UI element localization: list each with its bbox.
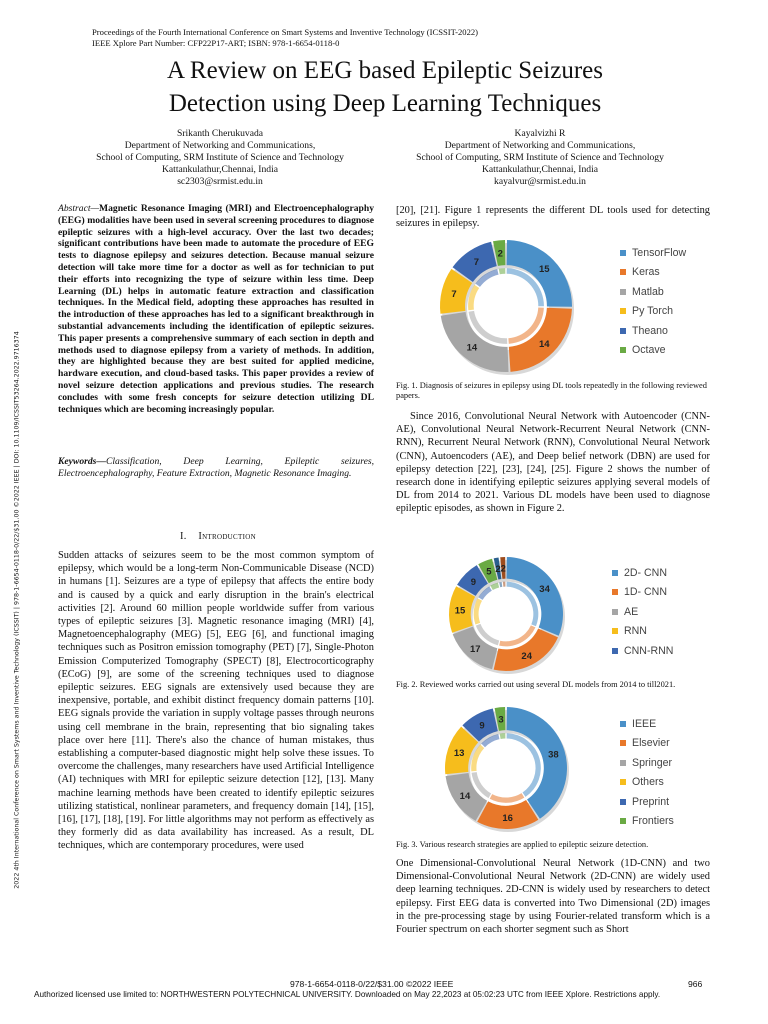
legend-swatch bbox=[620, 721, 626, 727]
legend-swatch bbox=[620, 269, 626, 275]
legend-item bbox=[612, 583, 673, 603]
section-number: I. bbox=[180, 531, 187, 542]
legend-swatch bbox=[620, 250, 626, 256]
right-mid-paragraph: Since 2016, Convolutional Neural Network with Autoencoder (CNN-AE), Convolutional Neural Network-Recurrent Neural Network (CNN-RNN), Recurrent Neural Network (RNN), Convolutional Neural Network (CNN), Autoencoders (AE), and Deep belief network (DBN) are used for epilepsy detection [22], [23], [24], [25]. Figure 2 shows the number of research done in identifying epileptic seizures applying several models of DL from 2014 to 2021. Various DL models have been used to diagnose epileptic episodes, as shown in Figure 2. bbox=[396, 411, 710, 515]
donut-value-label: 17 bbox=[470, 643, 481, 655]
legend-swatch bbox=[612, 648, 618, 654]
donut-value-label: 2 bbox=[500, 563, 506, 575]
author-email: sc2303@srmist.edu.in bbox=[177, 176, 263, 187]
legend-label: Octave bbox=[632, 344, 666, 357]
author-block-1 bbox=[60, 128, 380, 188]
author-name: Kayalvizhi R bbox=[514, 128, 566, 139]
legend-label: IEEE bbox=[632, 717, 657, 730]
paper-title-line1: A Review on EEG based Epileptic Seizures bbox=[167, 57, 603, 84]
keywords-label: Keywords— bbox=[58, 456, 106, 467]
donut-value-label: 9 bbox=[470, 576, 477, 588]
donut-value-label: 15 bbox=[454, 605, 466, 617]
donut-value-label: 34 bbox=[539, 584, 550, 596]
donut-inner-slice-5 bbox=[499, 268, 506, 274]
donut-value-label: 2 bbox=[495, 564, 501, 576]
donut-value-label: 13 bbox=[453, 747, 465, 759]
legend-swatch bbox=[612, 609, 618, 615]
author-block-2 bbox=[380, 128, 700, 188]
legend-label: Springer bbox=[632, 756, 673, 769]
fig2-legend bbox=[612, 563, 673, 661]
donut-inner-slice-7 bbox=[503, 582, 506, 587]
donut-value-label: 38 bbox=[548, 749, 559, 761]
donut-value-label: 9 bbox=[479, 720, 485, 732]
abstract bbox=[58, 203, 374, 415]
legend-label: 2D- CNN bbox=[624, 566, 667, 579]
page-number: 966 bbox=[688, 979, 703, 989]
fig3-caption: Fig. 3. Various research strategies are applied to epileptic seizure detection. bbox=[396, 840, 649, 849]
legend-label: AE bbox=[624, 605, 639, 618]
legend-label: Elsevier bbox=[632, 737, 670, 750]
side-doi-text: 2022 4th International Conference on Smart Systems and Inventive Technology (ICSSIT) | 978-1-6654-0118-0/22/$31.00 ©2022 IEEE | DOI: 10.1109/ICSSIT53264.2022.9716374 bbox=[13, 331, 21, 889]
fig2-caption: Fig. 2. Reviewed works carried out using several DL models from 2014 to till2021. bbox=[396, 680, 676, 689]
legend-label: Others bbox=[632, 776, 664, 789]
fig1-legend bbox=[620, 243, 686, 360]
legend-item bbox=[620, 321, 686, 341]
keywords-text: Classification, Deep Learning, Epileptic seizures, Electroencephalography, Feature Extraction, Magnetic Resonance Imaging. bbox=[58, 456, 374, 479]
donut-value-label: 7 bbox=[451, 288, 457, 300]
donut-inner-slice-1 bbox=[490, 793, 525, 803]
legend-item bbox=[620, 243, 686, 263]
legend-swatch bbox=[620, 760, 626, 766]
fig3-legend bbox=[620, 714, 674, 831]
legend-label: Theano bbox=[632, 324, 668, 337]
legend-item bbox=[620, 753, 674, 773]
donut-value-label: 2 bbox=[497, 248, 503, 260]
donut-value-label: 5 bbox=[486, 566, 492, 578]
legend-label: RNN bbox=[624, 625, 647, 638]
legend-item bbox=[612, 641, 673, 661]
legend-swatch bbox=[612, 570, 618, 576]
paper-title bbox=[60, 54, 710, 120]
donut-inner-slice-5 bbox=[500, 733, 506, 739]
legend-item bbox=[612, 622, 673, 642]
donut-value-label: 14 bbox=[466, 342, 478, 354]
legend-item bbox=[620, 734, 674, 754]
legend-swatch bbox=[620, 347, 626, 353]
donut-inner-slice-6 bbox=[499, 582, 502, 587]
section-heading-introduction bbox=[58, 531, 378, 542]
intro-paragraph: Sudden attacks of seizures seem to be the most common symptom of epilepsy, which would be a long-term Non-Communicable Disease (NCD) in humans [1]. Seizures are a type of epilepsy that affects the entire body and is caused by a quick and early disruption in the brain's electrical activities [2]. Around 60 million people worldwide suffer from various types of epileptic seizures [3]. Magnetic resonance imaging (MRI) [4], Magnetoencephalography (MEG) [5], EEG [6], and functional imaging techniques such as Positron emission tomography (PET) [7], Single-Photon Emission Computerized Tomography (SPECT) [8], Electrocorticography (ECoG) [9], are some of the screening techniques used to diagnose epileptic seizures. EEG signals are extensively used because they are inexpensive, portable, and exhibit distinct frequency domain patterns [10]. EEG signals provide the variation in supply voltage passes through neurons using cell membrane in the brain, representing that bio signaling takes place over here [11]. There's also the chance of human mistakes, thus establishing a computer-based diagnostic might help solve these issues. To overcome the challenges, many researchers have used Artificial Intelligence (AI) techniques with MRI for epileptic seizure detection [12], [13]. Many machine learning methods have been created to identify epileptic seizures utilizing statistical, nonlinear parameters, and frequency domain [14], [15], [16], [17], [18], [19]. For little algorithms may not perform as effectively as they formerly did as data availability has increased. As a result, DL techniques, which are contemporary procedures, were used bbox=[58, 550, 374, 852]
legend-item bbox=[620, 792, 674, 812]
legend-item bbox=[612, 563, 673, 583]
legend-swatch bbox=[620, 328, 626, 334]
legend-item bbox=[620, 812, 674, 832]
legend-item bbox=[620, 263, 686, 283]
paper-title-line2: Detection using Deep Learning Techniques bbox=[168, 90, 602, 117]
legend-swatch bbox=[620, 740, 626, 746]
fig1-donut-chart bbox=[396, 236, 616, 376]
legend-item bbox=[620, 302, 686, 322]
legend-label: Frontiers bbox=[632, 815, 674, 828]
proceedings-header-line2: IEEE Xplore Part Number: CFP22P17-ART; ISBN: 978-1-6654-0118-0 bbox=[92, 38, 340, 48]
abstract-text: Magnetic Resonance Imaging (MRI) and Electroencephalography (EEG) modalities have been used in several screening procedures to diagnose epileptic seizures with a high-level accuracy. Over the last two decades; significant contributions have been made to automate the procedure of EEG tests to diagnose epilepsy and seizures detection. Because manual seizure detection will take more time for a doctor as well as for technician to put their efforts into recognizing the type of seizure within less time. Deep Learning (DL) helps in automatic feature extraction and classification techniques. In the Medical field, adopting these approaches has resulted in the introduction of these approaches has led to a significant breakthrough in substantial advancements including the identification of epileptic seizures. This paper presents a comprehensive summary of each section in depth and methods used to diagnose epilepsy from a variety of methods. In addition, they are highlighted because they are best suited for applied medicine, hardware execution, and cloud-based tasks. This paper provides a review of novel seizure detection applications and previous studies. The research concludes with some fresh concepts for seizure detection utilizing DL techniques which are becoming increasingly popular. bbox=[58, 203, 374, 415]
abstract-label: Abstract— bbox=[58, 203, 100, 214]
fig2-donut-chart bbox=[396, 553, 616, 675]
donut-value-label: 16 bbox=[502, 812, 513, 824]
legend-label: Preprint bbox=[632, 795, 670, 808]
legend-item bbox=[620, 773, 674, 793]
author-name: Srikanth Cherukuvada bbox=[176, 128, 264, 139]
legend-swatch bbox=[620, 289, 626, 295]
keywords bbox=[58, 456, 374, 480]
legend-swatch bbox=[620, 779, 626, 785]
author-dept: Department of Networking and Communications, bbox=[124, 140, 316, 151]
proceedings-header-line1: Proceedings of the Fourth International Conference on Smart Systems and Inventive Technology (ICSSIT-2022) bbox=[92, 27, 479, 37]
author-school: School of Computing, SRM Institute of Science and Technology bbox=[416, 152, 664, 163]
legend-item bbox=[620, 714, 674, 734]
right-top-paragraph: [20], [21]. Figure 1 represents the different DL tools used for detecting seizures in epilepsy. bbox=[396, 205, 710, 230]
donut-value-label: 24 bbox=[521, 650, 533, 662]
author-city: Kattankulathur,Chennai, India bbox=[161, 164, 279, 175]
legend-swatch bbox=[620, 308, 626, 314]
legend-label: TensorFlow bbox=[632, 246, 687, 259]
author-school: School of Computing, SRM Institute of Science and Technology bbox=[96, 152, 344, 163]
author-city: Kattankulathur,Chennai, India bbox=[481, 164, 599, 175]
legend-label: CNN-RNN bbox=[624, 644, 674, 657]
legend-swatch bbox=[620, 799, 626, 805]
section-title: Introduction bbox=[198, 531, 256, 542]
legend-item bbox=[612, 602, 673, 622]
fig1-caption: Fig. 1. Diagnosis of seizures in epilepsy using DL tools repeatedly in the following reviewed papers. bbox=[396, 381, 707, 401]
legend-label: Py Torch bbox=[632, 305, 674, 318]
legend-label: Matlab bbox=[632, 285, 664, 298]
donut-value-label: 7 bbox=[473, 256, 480, 268]
legend-item bbox=[620, 282, 686, 302]
fig3-donut-chart bbox=[396, 703, 616, 833]
footer-isbn: 978-1-6654-0118-0/22/$31.00 ©2022 IEEE bbox=[290, 979, 454, 989]
donut-value-label: 15 bbox=[539, 264, 550, 276]
right-bottom-paragraph: One Dimensional-Convolutional Neural Network (1D-CNN) and two Dimensional-Convolutional Neural Network (2D-CNN) are widely used deep learning techniques. 2D-CNN is widely used by researchers to detect epilepsy. First EEG data is converted into Two Dimensional (2D) images in the pre-processing stage by using Fourier-related transform which is a Fourier spectrum on each shorter segment such as Short bbox=[396, 858, 710, 936]
legend-label: 1D- CNN bbox=[624, 586, 667, 599]
author-email: kayalvur@srmist.edu.in bbox=[494, 176, 586, 187]
legend-item bbox=[620, 341, 686, 361]
donut-value-label: 14 bbox=[459, 791, 471, 803]
legend-swatch bbox=[620, 818, 626, 824]
side-doi-strip bbox=[2, 250, 32, 970]
donut-value-label: 3 bbox=[498, 714, 504, 726]
legend-label: Keras bbox=[632, 266, 660, 279]
license-notice: Authorized licensed use limited to: NORTHWESTERN POLYTECHNICAL UNIVERSITY. Downloaded on May 22,2023 at 05:02:23 UTC from IEEE Xplore. Restrictions apply. bbox=[34, 990, 661, 999]
donut-value-label: 14 bbox=[539, 338, 550, 350]
legend-swatch bbox=[612, 589, 618, 595]
legend-swatch bbox=[612, 628, 618, 634]
author-dept: Department of Networking and Communications, bbox=[444, 140, 636, 151]
